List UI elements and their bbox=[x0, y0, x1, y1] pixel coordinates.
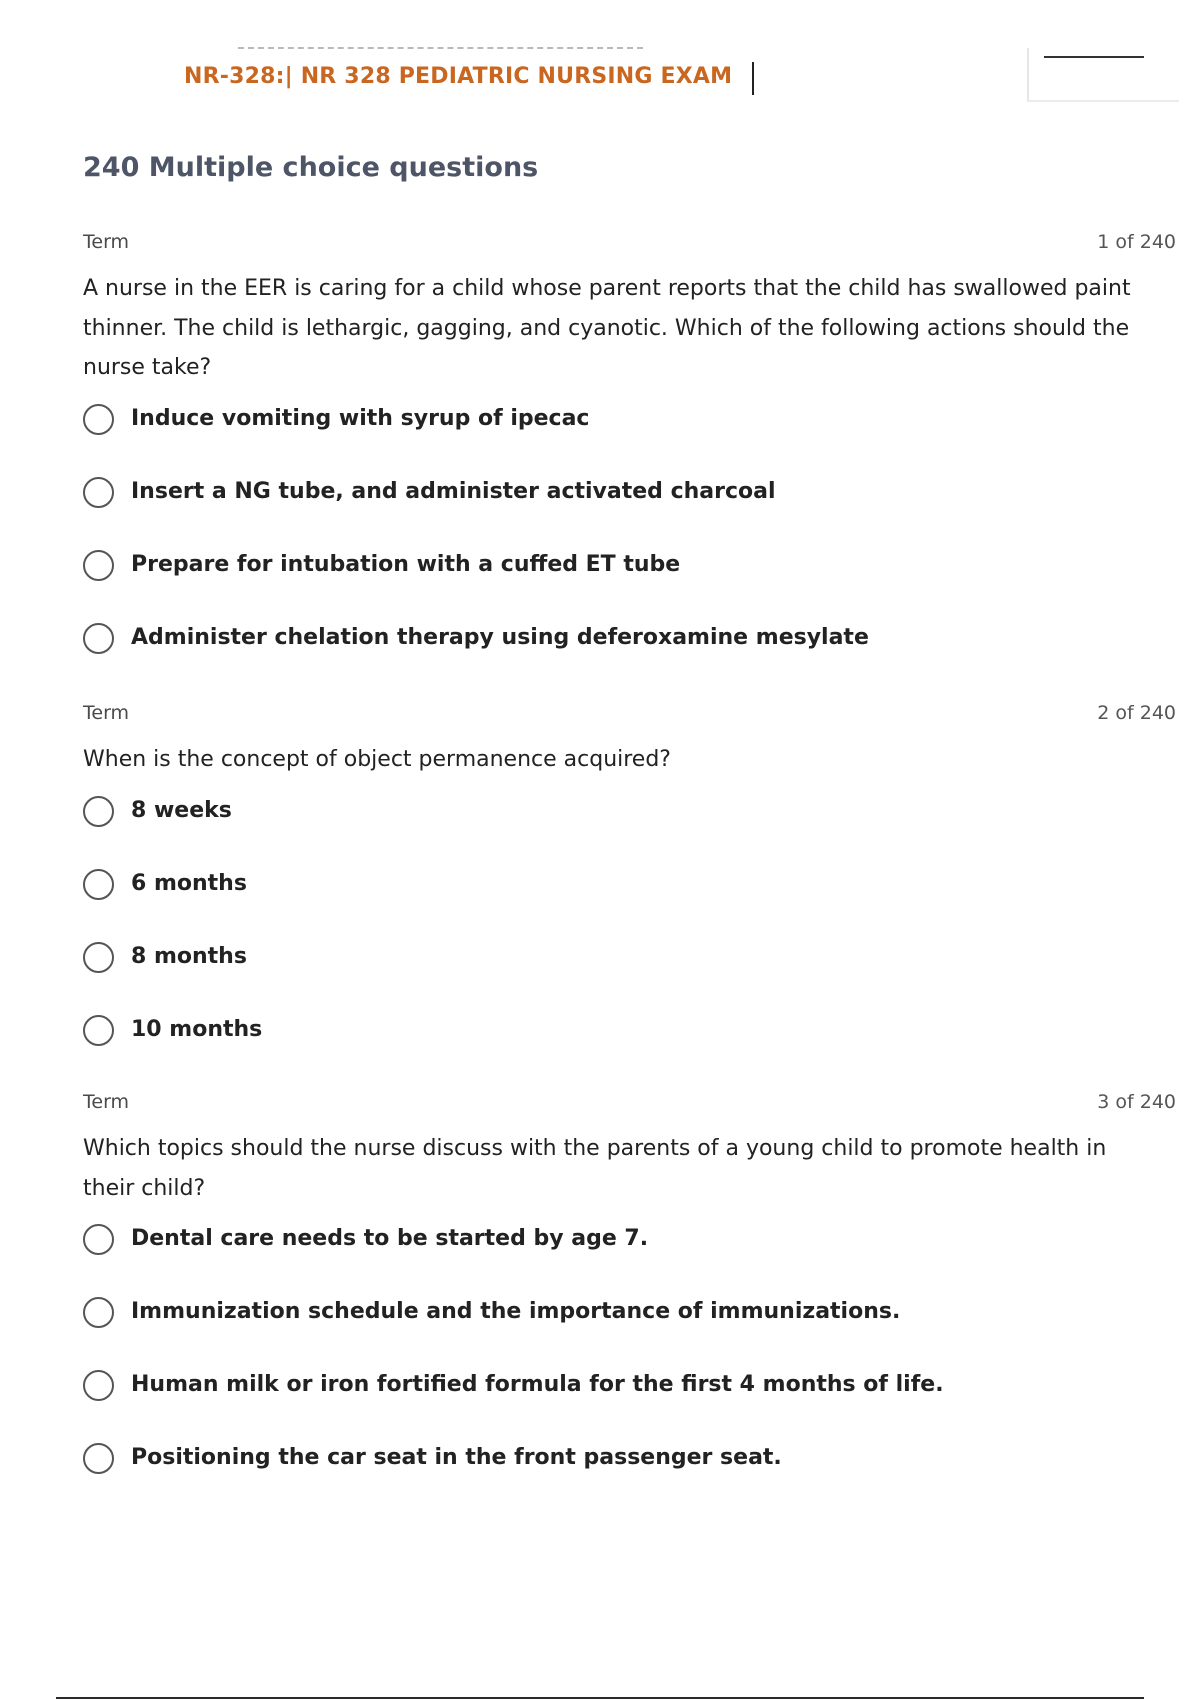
radio-button[interactable] bbox=[83, 869, 114, 900]
answer-option[interactable] bbox=[83, 1297, 1176, 1370]
answer-option-label[interactable]: Administer chelation therapy using deferoxamine mesylate bbox=[131, 624, 869, 650]
answer-option-label[interactable]: Induce vomiting with syrup of ipecac bbox=[131, 405, 590, 431]
term-label: Term bbox=[83, 231, 130, 253]
answer-options bbox=[83, 404, 1176, 696]
answer-option-label[interactable]: Immunization schedule and the importance of immunizations. bbox=[131, 1299, 901, 1324]
answer-option-label[interactable]: Positioning the car seat in the front passenger seat. bbox=[131, 1445, 782, 1470]
radio-button[interactable] bbox=[83, 1443, 114, 1474]
question-text: A nurse in the EER is caring for a child whose parent reports that the child has swallowed paint thinner. The child is lethargic, gagging, and cyanotic. Which of the following actions should the nurse take? bbox=[83, 276, 1131, 380]
corner-rule bbox=[1044, 56, 1144, 58]
answer-option[interactable] bbox=[83, 1443, 1176, 1516]
footer-rule bbox=[56, 1697, 1144, 1699]
radio-button[interactable] bbox=[83, 404, 114, 435]
radio-button[interactable] bbox=[83, 477, 114, 508]
answer-option[interactable] bbox=[83, 1015, 1176, 1088]
answer-option[interactable] bbox=[83, 623, 1176, 696]
question-text: Which topics should the nurse discuss with the parents of a young child to promote health in their child? bbox=[83, 1136, 1107, 1201]
question-counter: 2 of 240 bbox=[1097, 702, 1176, 724]
question-card-1 bbox=[83, 231, 1176, 696]
answer-option-label[interactable]: 8 months bbox=[131, 943, 247, 969]
answer-option[interactable] bbox=[83, 869, 1176, 942]
answer-option[interactable] bbox=[83, 404, 1176, 477]
radio-button[interactable] bbox=[83, 550, 114, 581]
radio-button[interactable] bbox=[83, 1015, 114, 1046]
exam-title: NR-328:| NR 328 PEDIATRIC NURSING EXAM bbox=[184, 64, 733, 89]
answer-option[interactable] bbox=[83, 942, 1176, 1015]
answer-option-label[interactable]: Dental care needs to be started by age 7. bbox=[131, 1226, 649, 1251]
answer-option-label[interactable]: 10 months bbox=[131, 1016, 263, 1042]
question-text: When is the concept of object permanence acquired? bbox=[83, 747, 671, 772]
answer-option-label[interactable]: Insert a NG tube, and administer activated charcoal bbox=[131, 478, 776, 504]
radio-button[interactable] bbox=[83, 623, 114, 654]
answer-option-label[interactable]: Prepare for intubation with a cuffed ET tube bbox=[131, 551, 681, 577]
question-header bbox=[83, 702, 1176, 728]
answer-option[interactable] bbox=[83, 1224, 1176, 1297]
header-dashed-rule bbox=[238, 47, 643, 49]
answer-option[interactable] bbox=[83, 1370, 1176, 1443]
section-heading: 240 Multiple choice questions bbox=[83, 152, 539, 183]
text-cursor bbox=[752, 62, 754, 95]
question-header bbox=[83, 1091, 1176, 1117]
question-counter: 1 of 240 bbox=[1097, 231, 1176, 253]
question-header bbox=[83, 231, 1176, 257]
answer-options bbox=[83, 796, 1176, 1088]
answer-option-label[interactable]: Human milk or iron fortified formula for the first 4 months of life. bbox=[131, 1372, 944, 1397]
radio-button[interactable] bbox=[83, 796, 114, 827]
question-card-3 bbox=[83, 1091, 1176, 1516]
answer-option[interactable] bbox=[83, 477, 1176, 550]
radio-button[interactable] bbox=[83, 942, 114, 973]
answer-option-label[interactable]: 6 months bbox=[131, 870, 247, 896]
radio-button[interactable] bbox=[83, 1224, 114, 1255]
answer-options bbox=[83, 1224, 1176, 1516]
question-counter: 3 of 240 bbox=[1097, 1091, 1176, 1113]
radio-button[interactable] bbox=[83, 1297, 114, 1328]
answer-option-label[interactable]: 8 weeks bbox=[131, 797, 232, 823]
term-label: Term bbox=[83, 702, 130, 724]
answer-option[interactable] bbox=[83, 550, 1176, 623]
radio-button[interactable] bbox=[83, 1370, 114, 1401]
answer-option[interactable] bbox=[83, 796, 1176, 869]
question-card-2 bbox=[83, 702, 1176, 1088]
term-label: Term bbox=[83, 1091, 130, 1113]
